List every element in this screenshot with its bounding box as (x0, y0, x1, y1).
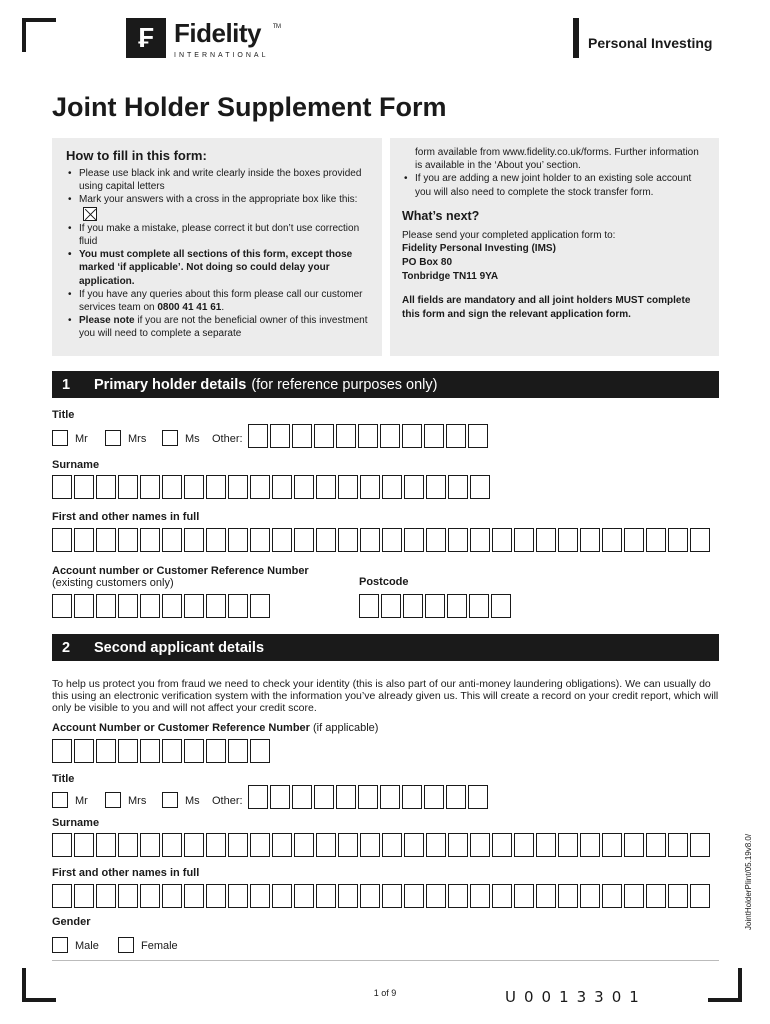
mr-label: Mr (75, 433, 88, 445)
corner-mark-bottom-left (22, 968, 56, 1002)
character-box[interactable] (624, 884, 644, 908)
character-box[interactable] (294, 475, 314, 499)
character-box[interactable] (380, 424, 400, 448)
address-line: Tonbridge TN11 9YA (402, 271, 499, 283)
character-box[interactable] (140, 528, 160, 552)
character-box[interactable] (425, 594, 445, 618)
character-box[interactable] (250, 475, 270, 499)
character-box[interactable] (468, 785, 488, 809)
character-box[interactable] (624, 833, 644, 857)
character-box[interactable] (184, 475, 204, 499)
example-cross-icon (83, 207, 97, 221)
character-box[interactable] (184, 594, 204, 618)
character-box[interactable] (228, 475, 248, 499)
character-box[interactable] (250, 884, 270, 908)
page-title: Joint Holder Supplement Form (52, 92, 447, 122)
character-box[interactable] (184, 833, 204, 857)
character-box[interactable] (316, 475, 336, 499)
character-box[interactable] (270, 424, 290, 448)
applicant-first-names-input[interactable] (52, 884, 712, 908)
other-label: Other: (212, 433, 243, 445)
mandatory-notice: All fields are mandatory and all joint holders MUST complete this form and sign the relevant application form. (402, 295, 691, 321)
applicant-account-input[interactable] (52, 739, 272, 763)
brand-name: Fidelity TM (174, 18, 281, 48)
character-box[interactable] (184, 739, 204, 763)
section-name: Personal Investing (588, 35, 713, 51)
character-box[interactable] (646, 833, 666, 857)
instruction-item: • Please use black ink and write clearly inside the boxes provided using capital letters (66, 167, 370, 193)
instruction-item: • Mark your answers with a cross in the appropriate box like this: (66, 193, 370, 221)
character-box[interactable] (140, 833, 160, 857)
character-box[interactable] (602, 884, 622, 908)
character-box[interactable] (690, 833, 710, 857)
character-box[interactable] (558, 528, 578, 552)
character-box[interactable] (558, 833, 578, 857)
how-to-heading: How to fill in this form: (66, 148, 207, 163)
character-box[interactable] (96, 884, 116, 908)
gender-label: Gender (52, 916, 91, 928)
character-box[interactable] (118, 475, 138, 499)
title-ms-checkbox[interactable] (162, 430, 178, 446)
first-names-input[interactable] (52, 528, 712, 552)
character-box[interactable] (316, 884, 336, 908)
character-box[interactable] (96, 594, 116, 618)
character-box[interactable] (206, 884, 226, 908)
character-box[interactable] (360, 528, 380, 552)
character-box[interactable] (382, 475, 402, 499)
fidelity-logo-icon: ₣ (126, 18, 166, 58)
mrs-label: Mrs (128, 795, 147, 807)
character-box[interactable] (74, 475, 94, 499)
character-box[interactable] (52, 475, 72, 499)
character-box[interactable] (447, 594, 467, 618)
character-box[interactable] (536, 884, 556, 908)
mr-label: Mr (75, 795, 88, 807)
character-box[interactable] (404, 833, 424, 857)
character-box[interactable] (162, 594, 182, 618)
character-box[interactable] (74, 528, 94, 552)
character-box[interactable] (580, 528, 600, 552)
character-box[interactable] (294, 833, 314, 857)
other-label: Other: (212, 795, 243, 807)
character-box[interactable] (250, 594, 270, 618)
character-box[interactable] (360, 475, 380, 499)
character-box[interactable] (206, 833, 226, 857)
character-box[interactable] (96, 475, 116, 499)
instruction-item: • If you are adding a new joint holder to an existing sole account you will also need to complete the stock transfer form. (402, 172, 707, 198)
character-box[interactable] (162, 528, 182, 552)
character-box[interactable] (602, 528, 622, 552)
character-box[interactable] (446, 785, 466, 809)
character-box[interactable] (118, 739, 138, 763)
character-box[interactable] (646, 528, 666, 552)
character-box[interactable] (228, 884, 248, 908)
character-box[interactable] (74, 833, 94, 857)
character-box[interactable] (580, 833, 600, 857)
form-reference: JointHolderPIint/05.19v8.0/ (744, 833, 753, 930)
character-box[interactable] (74, 739, 94, 763)
first-names-label: First and other names in full (52, 511, 200, 523)
character-box[interactable] (228, 594, 248, 618)
character-box[interactable] (272, 475, 292, 499)
title-mrs-checkbox[interactable] (105, 430, 121, 446)
character-box[interactable] (52, 594, 72, 618)
corner-mark-top-left (22, 18, 56, 52)
character-box[interactable] (492, 884, 512, 908)
character-box[interactable] (184, 884, 204, 908)
instruction-item: • If you make a mistake, please correct it but don’t use correction fluid (66, 222, 370, 248)
character-box[interactable] (96, 739, 116, 763)
character-box[interactable] (446, 424, 466, 448)
character-box[interactable] (470, 528, 490, 552)
form-code: U0013301 (505, 988, 647, 1006)
character-box[interactable] (426, 475, 446, 499)
character-box[interactable] (448, 475, 468, 499)
character-box[interactable] (514, 884, 534, 908)
character-box[interactable] (250, 528, 270, 552)
applicant-surname-input[interactable] (52, 833, 712, 857)
applicant-title-label: Title (52, 773, 75, 785)
character-box[interactable] (118, 833, 138, 857)
corner-mark-bottom-right (708, 968, 742, 1002)
instruction-item: • If you have any queries about this form please call our customer services team on 0800 41 41 61. (66, 288, 370, 314)
send-instruction: Please send your completed application form to: (402, 229, 616, 241)
account-number-note: (existing customers only) (52, 577, 174, 589)
character-box[interactable] (336, 785, 356, 809)
female-label: Female (141, 940, 178, 952)
how-to-fill-panel (52, 138, 382, 356)
character-box[interactable] (316, 833, 336, 857)
character-box[interactable] (52, 739, 72, 763)
character-box[interactable] (162, 884, 182, 908)
character-box[interactable] (424, 424, 444, 448)
character-box[interactable] (426, 833, 446, 857)
male-label: Male (75, 940, 99, 952)
character-box[interactable] (382, 528, 402, 552)
character-box[interactable] (424, 785, 444, 809)
mrs-label: Mrs (128, 433, 147, 445)
character-box[interactable] (294, 528, 314, 552)
character-box[interactable] (358, 785, 378, 809)
character-box[interactable] (228, 833, 248, 857)
character-box[interactable] (668, 528, 688, 552)
gender-female-checkbox[interactable] (118, 937, 134, 953)
surname-label: Surname (52, 459, 100, 471)
character-box[interactable] (74, 594, 94, 618)
character-box[interactable] (690, 528, 710, 552)
character-box[interactable] (118, 594, 138, 618)
character-box[interactable] (52, 528, 72, 552)
character-box[interactable] (140, 884, 160, 908)
character-box[interactable] (448, 884, 468, 908)
character-box[interactable] (184, 528, 204, 552)
whats-next-panel (390, 138, 719, 356)
title-other-input[interactable] (248, 424, 490, 448)
character-box[interactable] (646, 884, 666, 908)
title-mr-checkbox[interactable] (52, 430, 68, 446)
section-2-header: 2 Second applicant details (52, 634, 719, 661)
applicant-title-mrs-checkbox[interactable] (105, 792, 121, 808)
character-box[interactable] (206, 594, 226, 618)
character-box[interactable] (206, 475, 226, 499)
gender-male-checkbox[interactable] (52, 937, 68, 953)
character-box[interactable] (118, 528, 138, 552)
ms-label: Ms (185, 433, 200, 445)
account-number-input[interactable] (52, 594, 272, 618)
character-box[interactable] (514, 528, 534, 552)
whats-next-heading: What’s next? (402, 208, 480, 223)
character-box[interactable] (292, 424, 312, 448)
character-box[interactable] (668, 833, 688, 857)
character-box[interactable] (360, 884, 380, 908)
character-box[interactable] (314, 424, 334, 448)
character-box[interactable] (140, 594, 160, 618)
character-box[interactable] (381, 594, 401, 618)
character-box[interactable] (338, 833, 358, 857)
applicant-first-names-label: First and other names in full (52, 867, 200, 879)
applicant-title-ms-checkbox[interactable] (162, 792, 178, 808)
character-box[interactable] (338, 528, 358, 552)
character-box[interactable] (580, 884, 600, 908)
character-box[interactable] (668, 884, 688, 908)
character-box[interactable] (448, 833, 468, 857)
character-box[interactable] (250, 739, 270, 763)
character-box[interactable] (294, 884, 314, 908)
character-box[interactable] (248, 424, 268, 448)
character-box[interactable] (360, 833, 380, 857)
character-box[interactable] (536, 528, 556, 552)
applicant-surname-label: Surname (52, 817, 100, 829)
character-box[interactable] (96, 528, 116, 552)
address-line: Fidelity Personal Investing (IMS) (402, 243, 556, 255)
character-box[interactable] (558, 884, 578, 908)
applicant-title-other-input[interactable] (248, 785, 490, 809)
character-box[interactable] (470, 833, 490, 857)
character-box[interactable] (206, 739, 226, 763)
character-box[interactable] (359, 594, 379, 618)
character-box[interactable] (248, 785, 268, 809)
character-box[interactable] (272, 833, 292, 857)
character-box[interactable] (382, 884, 402, 908)
character-box[interactable] (402, 785, 422, 809)
phone-number: 0800 41 41 61 (157, 302, 222, 314)
postcode-label: Postcode (359, 576, 409, 588)
character-box[interactable] (272, 528, 292, 552)
character-box[interactable] (402, 424, 422, 448)
character-box[interactable] (272, 884, 292, 908)
identity-check-notice: To help us protect you from fraud we need to check your identity (this is also part of our anti-money laundering obligations). We can usually do this using an electronic verification system with the information you’ve already given us. This will create a record on your credit report, which will only be visible to you and will not affect your credit score. (52, 678, 719, 714)
character-box[interactable] (382, 833, 402, 857)
character-box[interactable] (96, 833, 116, 857)
character-box[interactable] (380, 785, 400, 809)
footer-divider (52, 960, 719, 961)
fidelity-logo (126, 18, 281, 59)
header-divider-bar (573, 18, 579, 58)
character-box[interactable] (52, 833, 72, 857)
character-box[interactable] (250, 833, 270, 857)
character-box[interactable] (492, 833, 512, 857)
character-box[interactable] (536, 833, 556, 857)
character-box[interactable] (314, 785, 334, 809)
character-box[interactable] (228, 528, 248, 552)
character-box[interactable] (140, 739, 160, 763)
character-box[interactable] (270, 785, 290, 809)
character-box[interactable] (228, 739, 248, 763)
character-box[interactable] (292, 785, 312, 809)
surname-input[interactable] (52, 475, 492, 499)
applicant-account-label: Account Number or Customer Reference Number (if applicable) (52, 722, 379, 734)
character-box[interactable] (491, 594, 511, 618)
character-box[interactable] (338, 884, 358, 908)
character-box[interactable] (602, 833, 622, 857)
account-number-label: Account number or Customer Reference Number (52, 565, 309, 577)
character-box[interactable] (358, 424, 378, 448)
character-box[interactable] (404, 475, 424, 499)
section-1-header: 1 Primary holder details (for reference purposes only) (52, 371, 719, 398)
character-box[interactable] (470, 475, 490, 499)
applicant-title-mr-checkbox[interactable] (52, 792, 68, 808)
character-box[interactable] (140, 475, 160, 499)
character-box[interactable] (468, 424, 488, 448)
character-box[interactable] (316, 528, 336, 552)
instruction-item: • You must complete all sections of this form, except those marked ‘if applicable’. Not doing so could delay your application. (66, 248, 370, 288)
character-box[interactable] (404, 884, 424, 908)
character-box[interactable] (162, 475, 182, 499)
character-box[interactable] (514, 833, 534, 857)
character-box[interactable] (426, 884, 446, 908)
instruction-continued: form available from www.fidelity.co.uk/forms. Further information is available in the ‘About you’ section. (415, 147, 699, 172)
character-box[interactable] (338, 475, 358, 499)
character-box[interactable] (162, 739, 182, 763)
character-box[interactable] (52, 884, 72, 908)
postcode-input[interactable] (359, 594, 513, 618)
instruction-item: • Please note if you are not the beneficial owner of this investment you will need to complete a separate (66, 314, 370, 340)
page-number: 1 of 9 (373, 988, 397, 998)
character-box[interactable] (690, 884, 710, 908)
character-box[interactable] (492, 528, 512, 552)
character-box[interactable] (624, 528, 644, 552)
brand-subtitle: INTERNATIONAL (174, 52, 269, 59)
ms-label: Ms (185, 795, 200, 807)
title-label: Title (52, 409, 75, 421)
character-box[interactable] (118, 884, 138, 908)
character-box[interactable] (74, 884, 94, 908)
character-box[interactable] (162, 833, 182, 857)
character-box[interactable] (469, 594, 489, 618)
address-line: PO Box 80 (402, 257, 453, 269)
character-box[interactable] (403, 594, 423, 618)
character-box[interactable] (404, 528, 424, 552)
character-box[interactable] (206, 528, 226, 552)
character-box[interactable] (470, 884, 490, 908)
character-box[interactable] (426, 528, 446, 552)
character-box[interactable] (448, 528, 468, 552)
character-box[interactable] (336, 424, 356, 448)
